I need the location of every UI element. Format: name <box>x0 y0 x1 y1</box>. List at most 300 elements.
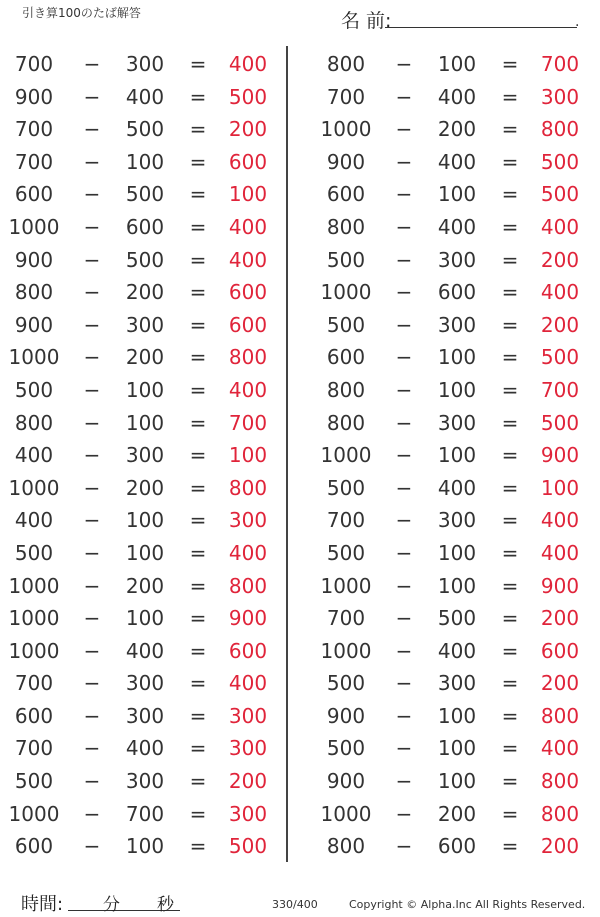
equals-sign: = <box>501 345 519 370</box>
problem-row <box>300 765 600 798</box>
answer: 400 <box>540 214 580 239</box>
answer: 500 <box>540 182 580 207</box>
minus-sign: − <box>83 475 101 500</box>
minutes-label: 分 <box>103 895 120 915</box>
subtrahend: 300 <box>437 508 477 533</box>
problem-row <box>300 439 600 472</box>
answer: 100 <box>540 475 580 500</box>
answer: 100 <box>228 182 268 207</box>
minus-sign: − <box>395 801 413 826</box>
answer: 400 <box>228 540 268 565</box>
answer: 200 <box>228 117 268 142</box>
subtrahend: 300 <box>125 769 165 794</box>
minus-sign: − <box>395 247 413 272</box>
minus-sign: − <box>83 345 101 370</box>
minuend: 1000 <box>8 345 60 370</box>
equals-sign: = <box>501 671 519 696</box>
problem-row <box>0 700 285 733</box>
problem-row <box>0 374 285 407</box>
equals-sign: = <box>501 410 519 435</box>
minus-sign: − <box>395 508 413 533</box>
subtrahend: 100 <box>125 834 165 859</box>
equals-sign: = <box>189 736 207 761</box>
subtrahend: 100 <box>437 573 477 598</box>
minus-sign: − <box>395 834 413 859</box>
minus-sign: − <box>83 638 101 663</box>
answer: 600 <box>228 638 268 663</box>
minus-sign: − <box>83 377 101 402</box>
equals-sign: = <box>189 606 207 631</box>
minus-sign: − <box>83 214 101 239</box>
minuend: 700 <box>14 736 54 761</box>
equals-sign: = <box>189 573 207 598</box>
problem-row <box>300 472 600 505</box>
problem-row <box>300 113 600 146</box>
answer: 400 <box>228 377 268 402</box>
problem-row <box>300 146 600 179</box>
answer: 600 <box>228 280 268 305</box>
minus-sign: − <box>83 540 101 565</box>
minus-sign: − <box>395 573 413 598</box>
minuend: 700 <box>14 149 54 174</box>
minuend: 500 <box>326 475 366 500</box>
minuend: 600 <box>326 345 366 370</box>
minus-sign: − <box>83 801 101 826</box>
subtrahend: 400 <box>437 475 477 500</box>
problem-row <box>0 407 285 440</box>
subtrahend: 400 <box>125 638 165 663</box>
minuend: 800 <box>326 834 366 859</box>
answer: 500 <box>540 410 580 435</box>
equals-sign: = <box>189 443 207 468</box>
minuend: 500 <box>326 540 366 565</box>
subtrahend: 200 <box>125 280 165 305</box>
answer: 400 <box>540 508 580 533</box>
minus-sign: − <box>83 84 101 109</box>
subtrahend: 100 <box>437 182 477 207</box>
subtrahend: 100 <box>125 410 165 435</box>
problem-row <box>300 602 600 635</box>
subtrahend: 500 <box>437 606 477 631</box>
equals-sign: = <box>189 182 207 207</box>
subtrahend: 300 <box>125 671 165 696</box>
answer: 400 <box>228 671 268 696</box>
subtrahend: 600 <box>125 214 165 239</box>
problem-row <box>300 537 600 570</box>
equals-sign: = <box>501 214 519 239</box>
minus-sign: − <box>395 410 413 435</box>
problem-row <box>0 765 285 798</box>
equals-sign: = <box>501 573 519 598</box>
minuend: 1000 <box>8 475 60 500</box>
equals-sign: = <box>501 801 519 826</box>
problem-row <box>0 48 285 81</box>
minuend: 400 <box>14 443 54 468</box>
minus-sign: − <box>395 312 413 337</box>
equals-sign: = <box>501 377 519 402</box>
problem-row <box>300 276 600 309</box>
minuend: 700 <box>326 606 366 631</box>
minuend: 800 <box>326 214 366 239</box>
minuend: 500 <box>326 312 366 337</box>
problem-row <box>300 570 600 603</box>
subtrahend: 200 <box>437 801 477 826</box>
minuend: 1000 <box>320 801 372 826</box>
subtrahend: 600 <box>437 280 477 305</box>
minuend: 900 <box>326 703 366 728</box>
subtrahend: 300 <box>437 247 477 272</box>
answer: 900 <box>540 443 580 468</box>
problem-row <box>0 798 285 831</box>
problem-row <box>300 374 600 407</box>
minus-sign: − <box>395 149 413 174</box>
minus-sign: − <box>395 84 413 109</box>
equals-sign: = <box>501 508 519 533</box>
problem-row <box>300 667 600 700</box>
answer: 700 <box>540 52 580 76</box>
equals-sign: = <box>501 540 519 565</box>
minus-sign: − <box>83 410 101 435</box>
minuend: 1000 <box>8 573 60 598</box>
answer: 800 <box>540 801 580 826</box>
problem-row <box>300 81 600 114</box>
answer: 800 <box>228 345 268 370</box>
answer: 800 <box>228 573 268 598</box>
equals-sign: = <box>501 769 519 794</box>
minus-sign: − <box>395 769 413 794</box>
subtrahend: 100 <box>125 149 165 174</box>
minus-sign: − <box>83 247 101 272</box>
minuend: 1000 <box>8 214 60 239</box>
answer: 300 <box>228 508 268 533</box>
minus-sign: − <box>395 182 413 207</box>
minus-sign: − <box>83 606 101 631</box>
answer: 600 <box>228 149 268 174</box>
minuend: 1000 <box>8 801 60 826</box>
minuend: 400 <box>14 508 54 533</box>
problem-row <box>300 341 600 374</box>
subtrahend: 300 <box>437 312 477 337</box>
minus-sign: − <box>395 736 413 761</box>
problem-row <box>300 407 600 440</box>
minuend: 900 <box>14 247 54 272</box>
equals-sign: = <box>189 769 207 794</box>
subtrahend: 400 <box>437 214 477 239</box>
problem-row <box>0 276 285 309</box>
answer: 800 <box>540 703 580 728</box>
equals-sign: = <box>189 377 207 402</box>
equals-sign: = <box>189 345 207 370</box>
name-field-line <box>385 27 577 28</box>
answer: 200 <box>540 606 580 631</box>
minuend: 900 <box>14 84 54 109</box>
minuend: 500 <box>14 540 54 565</box>
problem-row <box>0 504 285 537</box>
minuend: 1000 <box>320 638 372 663</box>
problem-row <box>300 700 600 733</box>
equals-sign: = <box>501 703 519 728</box>
minuend: 700 <box>326 508 366 533</box>
problem-row <box>0 732 285 765</box>
problem-row <box>300 211 600 244</box>
name-field-end: . <box>575 14 580 30</box>
equals-sign: = <box>501 736 519 761</box>
equals-sign: = <box>501 149 519 174</box>
equals-sign: = <box>189 312 207 337</box>
subtrahend: 100 <box>437 52 477 76</box>
problem-row <box>0 830 285 863</box>
minus-sign: − <box>395 443 413 468</box>
subtrahend: 400 <box>437 149 477 174</box>
subtrahend: 500 <box>125 247 165 272</box>
equals-sign: = <box>501 834 519 859</box>
subtrahend: 100 <box>125 508 165 533</box>
problem-row <box>0 146 285 179</box>
minus-sign: − <box>395 117 413 142</box>
subtrahend: 100 <box>437 769 477 794</box>
equals-sign: = <box>189 508 207 533</box>
minuend: 800 <box>326 377 366 402</box>
subtrahend: 100 <box>437 736 477 761</box>
equals-sign: = <box>189 214 207 239</box>
subtrahend: 400 <box>437 638 477 663</box>
minuend: 700 <box>14 52 54 76</box>
equals-sign: = <box>189 52 207 76</box>
subtrahend: 500 <box>125 117 165 142</box>
minus-sign: − <box>395 214 413 239</box>
answer: 600 <box>228 312 268 337</box>
minus-sign: − <box>83 443 101 468</box>
subtrahend: 300 <box>437 410 477 435</box>
problem-row <box>300 48 600 81</box>
minuend: 700 <box>14 671 54 696</box>
minus-sign: − <box>83 769 101 794</box>
problem-row <box>0 81 285 114</box>
problem-row <box>0 635 285 668</box>
minuend: 800 <box>14 280 54 305</box>
equals-sign: = <box>189 671 207 696</box>
minuend: 500 <box>326 671 366 696</box>
answer: 400 <box>228 214 268 239</box>
copyright-text: Copyright © Alpha.Inc All Rights Reserved. <box>349 898 586 911</box>
answer: 100 <box>228 443 268 468</box>
minuend: 800 <box>14 410 54 435</box>
page-number: 330/400 <box>272 898 318 911</box>
minuend: 900 <box>326 769 366 794</box>
answer: 500 <box>540 345 580 370</box>
answer: 800 <box>540 117 580 142</box>
minuend: 600 <box>14 182 54 207</box>
problem-row <box>300 504 600 537</box>
equals-sign: = <box>189 834 207 859</box>
answer: 200 <box>540 247 580 272</box>
subtrahend: 100 <box>437 703 477 728</box>
subtrahend: 300 <box>125 312 165 337</box>
answer: 400 <box>540 736 580 761</box>
name-label: 名 前: <box>341 10 392 32</box>
minuend: 500 <box>326 736 366 761</box>
minus-sign: − <box>395 52 413 76</box>
minuend: 900 <box>14 312 54 337</box>
equals-sign: = <box>189 638 207 663</box>
minuend: 1000 <box>8 606 60 631</box>
answer: 800 <box>228 475 268 500</box>
answer: 300 <box>228 736 268 761</box>
problem-row <box>300 635 600 668</box>
problem-row <box>300 309 600 342</box>
problem-row <box>0 309 285 342</box>
minuend: 1000 <box>8 638 60 663</box>
problem-row <box>300 830 600 863</box>
subtrahend: 300 <box>125 443 165 468</box>
problem-row <box>0 602 285 635</box>
minuend: 900 <box>326 149 366 174</box>
equals-sign: = <box>501 443 519 468</box>
seconds-label: 秒 <box>157 895 174 915</box>
subtrahend: 100 <box>437 443 477 468</box>
answer: 400 <box>540 280 580 305</box>
subtrahend: 200 <box>437 117 477 142</box>
subtrahend: 700 <box>125 801 165 826</box>
subtrahend: 200 <box>125 345 165 370</box>
subtrahend: 600 <box>437 834 477 859</box>
answer: 200 <box>540 312 580 337</box>
answer: 900 <box>228 606 268 631</box>
minus-sign: − <box>395 540 413 565</box>
answer: 500 <box>228 834 268 859</box>
time-label: 時間: <box>21 894 64 915</box>
equals-sign: = <box>501 475 519 500</box>
minuend: 600 <box>326 182 366 207</box>
worksheet-title: 引き算100のたば解答 <box>22 6 141 20</box>
minus-sign: − <box>83 671 101 696</box>
equals-sign: = <box>189 84 207 109</box>
minus-sign: − <box>395 345 413 370</box>
equals-sign: = <box>501 312 519 337</box>
problem-row <box>0 341 285 374</box>
subtrahend: 100 <box>437 377 477 402</box>
answer: 700 <box>540 377 580 402</box>
minus-sign: − <box>83 280 101 305</box>
minus-sign: − <box>395 638 413 663</box>
equals-sign: = <box>501 117 519 142</box>
minus-sign: − <box>83 52 101 76</box>
problem-row <box>300 178 600 211</box>
answer: 300 <box>228 703 268 728</box>
equals-sign: = <box>189 475 207 500</box>
equals-sign: = <box>189 703 207 728</box>
answer: 400 <box>540 540 580 565</box>
equals-sign: = <box>501 606 519 631</box>
column-divider <box>286 46 288 862</box>
answer: 800 <box>540 769 580 794</box>
problem-row <box>0 178 285 211</box>
answer: 300 <box>228 801 268 826</box>
answer: 600 <box>540 638 580 663</box>
subtrahend: 100 <box>125 540 165 565</box>
left-problem-column <box>0 48 285 863</box>
problem-row <box>0 537 285 570</box>
problem-row <box>0 113 285 146</box>
equals-sign: = <box>501 638 519 663</box>
minus-sign: − <box>395 475 413 500</box>
minus-sign: − <box>395 703 413 728</box>
problem-row <box>300 732 600 765</box>
minus-sign: − <box>83 508 101 533</box>
minuend: 1000 <box>320 117 372 142</box>
minuend: 1000 <box>320 443 372 468</box>
subtrahend: 100 <box>125 606 165 631</box>
problem-row <box>0 244 285 277</box>
minus-sign: − <box>83 312 101 337</box>
equals-sign: = <box>501 182 519 207</box>
minus-sign: − <box>83 703 101 728</box>
equals-sign: = <box>189 280 207 305</box>
equals-sign: = <box>189 540 207 565</box>
minuend: 1000 <box>320 280 372 305</box>
minuend: 500 <box>14 769 54 794</box>
minus-sign: − <box>83 117 101 142</box>
equals-sign: = <box>189 801 207 826</box>
equals-sign: = <box>189 247 207 272</box>
minus-sign: − <box>395 280 413 305</box>
minus-sign: − <box>83 736 101 761</box>
subtrahend: 100 <box>437 540 477 565</box>
minuend: 600 <box>14 834 54 859</box>
answer: 200 <box>228 769 268 794</box>
minus-sign: − <box>83 834 101 859</box>
subtrahend: 100 <box>437 345 477 370</box>
minuend: 800 <box>326 410 366 435</box>
equals-sign: = <box>501 52 519 76</box>
equals-sign: = <box>501 280 519 305</box>
subtrahend: 200 <box>125 573 165 598</box>
subtrahend: 400 <box>125 84 165 109</box>
equals-sign: = <box>189 410 207 435</box>
equals-sign: = <box>501 247 519 272</box>
minuend: 500 <box>326 247 366 272</box>
subtrahend: 400 <box>437 84 477 109</box>
problem-row <box>0 570 285 603</box>
subtrahend: 100 <box>125 377 165 402</box>
minuend: 700 <box>326 84 366 109</box>
problem-row <box>300 244 600 277</box>
subtrahend: 300 <box>437 671 477 696</box>
subtrahend: 300 <box>125 703 165 728</box>
answer: 400 <box>228 247 268 272</box>
equals-sign: = <box>501 84 519 109</box>
minuend: 500 <box>14 377 54 402</box>
subtrahend: 200 <box>125 475 165 500</box>
subtrahend: 300 <box>125 52 165 76</box>
minus-sign: − <box>395 606 413 631</box>
minuend: 1000 <box>320 573 372 598</box>
problem-row <box>0 472 285 505</box>
answer: 500 <box>228 84 268 109</box>
problem-row <box>0 667 285 700</box>
equals-sign: = <box>189 149 207 174</box>
minus-sign: − <box>395 671 413 696</box>
minuend: 800 <box>326 52 366 76</box>
answer: 400 <box>228 52 268 76</box>
minus-sign: − <box>83 149 101 174</box>
minus-sign: − <box>395 377 413 402</box>
problem-row <box>0 439 285 472</box>
problem-row <box>300 798 600 831</box>
equals-sign: = <box>189 117 207 142</box>
subtrahend: 400 <box>125 736 165 761</box>
answer: 200 <box>540 671 580 696</box>
